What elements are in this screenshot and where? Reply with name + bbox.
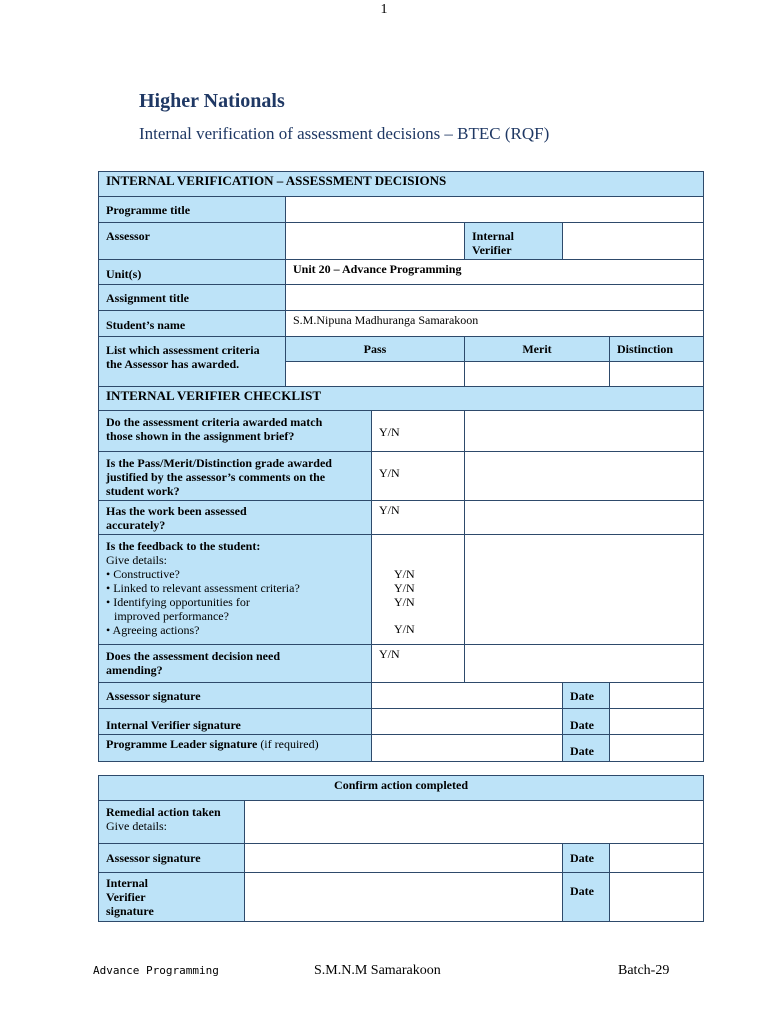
iv-date-label: Date xyxy=(563,709,610,735)
units-label: Unit(s) xyxy=(99,260,286,285)
section-title-assessment-decisions: INTERNAL VERIFICATION – ASSESSMENT DECISIONS xyxy=(99,172,704,197)
checklist-q4-feedback xyxy=(99,535,372,645)
pl-signature-field[interactable] xyxy=(372,735,563,762)
confirm-iv-date-field[interactable] xyxy=(610,873,704,922)
internal-verifier-label-line2: Verifier xyxy=(472,243,512,257)
student-name-field[interactable]: S.M.Nipuna Madhuranga Samarakoon xyxy=(286,311,704,337)
assessor-signature-field[interactable] xyxy=(372,683,563,709)
q3-answer[interactable]: Y/N xyxy=(372,501,465,535)
confirm-iv-signature-label xyxy=(99,873,245,922)
q5-comments-field[interactable] xyxy=(465,645,704,683)
footer-author: S.M.N.M Samarakoon xyxy=(314,963,441,978)
pl-date-label: Date xyxy=(563,735,610,762)
q4-bullet-linked-criteria: • Linked to relevant assessment criteria? xyxy=(106,581,300,595)
checklist-q3-assessed-accurately xyxy=(99,501,372,535)
student-name-label: Student’s name xyxy=(99,311,286,337)
q4-comments-field[interactable] xyxy=(465,535,704,645)
confirm-assessor-date-label: Date xyxy=(563,844,610,873)
criteria-awarded-label xyxy=(99,337,286,387)
confirm-iv-signature-field[interactable] xyxy=(245,873,563,922)
confirm-assessor-signature-field[interactable] xyxy=(245,844,563,873)
q4-answers xyxy=(372,535,465,645)
pl-signature-label-text: Programme Leader signature xyxy=(106,737,258,751)
q2-answer[interactable]: Y/N xyxy=(372,452,465,501)
q2-line2: justified by the assessor’s comments on the xyxy=(106,470,326,484)
confirm-action-title: Confirm action completed xyxy=(99,776,704,801)
assessor-date-label: Date xyxy=(563,683,610,709)
assessor-label: Assessor xyxy=(99,223,286,260)
distinction-criteria-field[interactable] xyxy=(610,362,704,387)
criteria-label-line1: List which assessment criteria xyxy=(106,343,260,357)
page-number: 1 xyxy=(380,2,388,17)
confirm-iv-line1: Internal xyxy=(106,876,148,890)
iv-date-field[interactable] xyxy=(610,709,704,735)
q1-line1: Do the assessment criteria awarded match xyxy=(106,415,323,429)
confirm-assessor-date-field[interactable] xyxy=(610,844,704,873)
q1-answer[interactable]: Y/N xyxy=(372,411,465,452)
q1-line2: those shown in the assignment brief? xyxy=(106,429,295,443)
criteria-label-line2: the Assessor has awarded. xyxy=(106,357,240,371)
assessor-field[interactable] xyxy=(286,223,465,260)
q3-comments-field[interactable] xyxy=(465,501,704,535)
remedial-action-field[interactable] xyxy=(245,801,704,844)
pl-signature-label xyxy=(99,735,372,762)
confirm-action-table xyxy=(98,775,704,922)
pl-signature-note: (if required) xyxy=(260,737,319,751)
assignment-title-label: Assignment title xyxy=(99,285,286,311)
confirm-assessor-signature-label: Assessor signature xyxy=(99,844,245,873)
footer-module-name: Advance Programming xyxy=(93,964,219,977)
document-subheading: Internal verification of assessment decisions – BTEC (RQF) xyxy=(139,124,550,143)
remedial-action-label xyxy=(99,801,245,844)
q5-line2: amending? xyxy=(106,663,163,677)
q4-bullet-agreeing-actions: • Agreeing actions? xyxy=(106,623,200,637)
assignment-title-field[interactable] xyxy=(286,285,704,311)
pl-date-field[interactable] xyxy=(610,735,704,762)
q1-comments-field[interactable] xyxy=(465,411,704,452)
pass-criteria-field[interactable] xyxy=(286,362,465,387)
q5-answer[interactable]: Y/N xyxy=(372,645,465,683)
document-heading: Higher Nationals xyxy=(139,90,285,112)
q4-bullet-opportunities: • Identifying opportunities for xyxy=(106,595,250,609)
q5-line1: Does the assessment decision need xyxy=(106,649,280,663)
merit-column-header: Merit xyxy=(465,337,610,362)
q4-answer-4[interactable]: Y/N xyxy=(394,622,415,636)
assessor-date-field[interactable] xyxy=(610,683,704,709)
internal-verifier-label xyxy=(465,223,563,260)
confirm-iv-line2: Verifier xyxy=(106,890,146,904)
footer-batch: Batch-29 xyxy=(618,963,670,978)
q2-comments-field[interactable] xyxy=(465,452,704,501)
pass-column-header: Pass xyxy=(286,337,465,362)
section-title-checklist: INTERNAL VERIFIER CHECKLIST xyxy=(99,387,704,414)
internal-verifier-field[interactable] xyxy=(563,223,704,260)
remedial-label-text: Remedial action taken xyxy=(106,805,221,819)
q4-answer-2[interactable]: Y/N xyxy=(394,581,415,595)
assessor-signature-label: Assessor signature xyxy=(99,683,372,709)
programme-title-label: Programme title xyxy=(99,197,286,223)
units-field[interactable]: Unit 20 – Advance Programming xyxy=(286,260,704,285)
assessment-decisions-table xyxy=(98,171,704,414)
distinction-column-header: Distinction xyxy=(610,337,704,362)
checklist-q2-grade-justified xyxy=(99,452,372,501)
q4-answer-3[interactable]: Y/N xyxy=(394,595,415,609)
q3-line1: Has the work been assessed xyxy=(106,504,247,518)
checklist-q1-criteria-match xyxy=(99,411,372,452)
q3-line2: accurately? xyxy=(106,518,166,532)
q4-bullet-opportunities-cont: improved performance? xyxy=(114,609,229,623)
merit-criteria-field[interactable] xyxy=(465,362,610,387)
programme-title-field[interactable] xyxy=(286,197,704,223)
q2-line3: student work? xyxy=(106,484,180,498)
checklist-q5-decision-amending xyxy=(99,645,372,683)
q4-title: Is the feedback to the student: xyxy=(106,539,261,553)
remedial-give-details: Give details: xyxy=(106,819,167,833)
iv-signature-field[interactable] xyxy=(372,709,563,735)
internal-verifier-label-line1: Internal xyxy=(472,229,514,243)
q2-line1: Is the Pass/Merit/Distinction grade awarded xyxy=(106,456,332,470)
confirm-iv-line3: signature xyxy=(106,904,154,918)
iv-signature-label: Internal Verifier signature xyxy=(99,709,372,735)
verifier-checklist-table xyxy=(98,410,704,762)
q4-answer-1[interactable]: Y/N xyxy=(394,567,415,581)
q4-give-details: Give details: xyxy=(106,553,167,567)
confirm-iv-date-label: Date xyxy=(563,873,610,922)
q4-bullet-constructive: • Constructive? xyxy=(106,567,180,581)
